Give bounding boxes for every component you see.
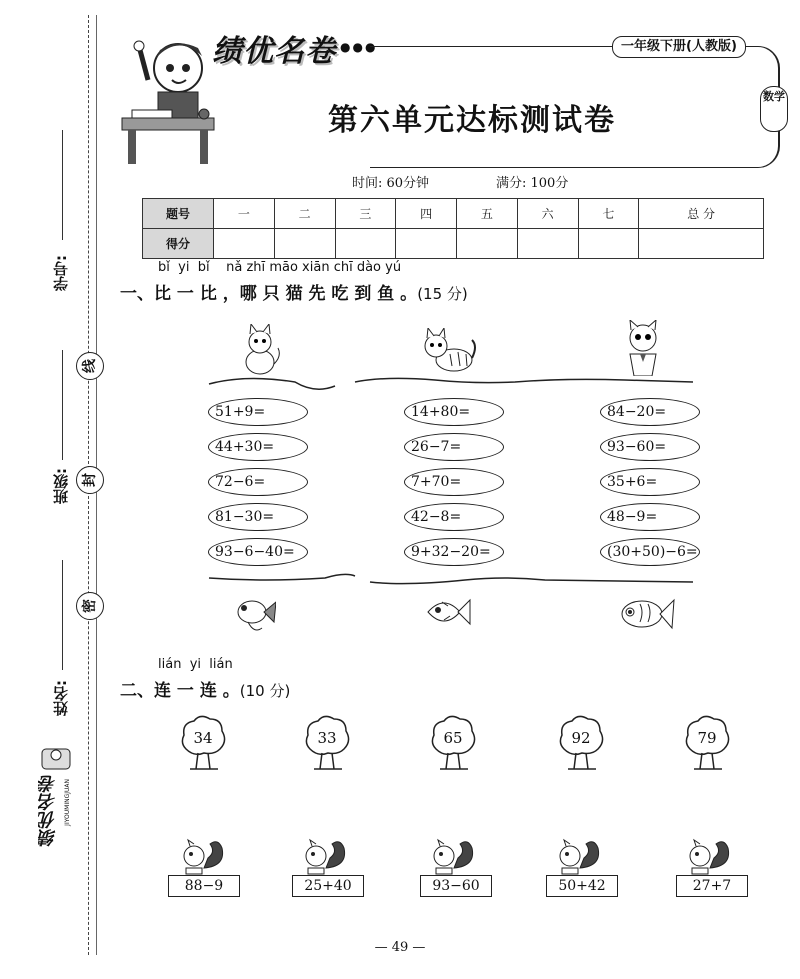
grade-tag: 一年级下册(人教版) xyxy=(612,36,746,58)
side-brand-logo xyxy=(36,745,82,865)
score-cell[interactable] xyxy=(214,229,275,259)
side-brand-pinyin: JIYOUMINGJUAN xyxy=(64,779,71,826)
pinyin: xiān xyxy=(302,260,330,275)
col-q3: 三 xyxy=(335,199,396,229)
score-table-header-row xyxy=(143,199,764,229)
name-fill-line xyxy=(62,560,63,670)
score-cell[interactable] xyxy=(639,229,764,259)
pinyin: zhī xyxy=(246,260,266,275)
col-total: 总 分 xyxy=(639,199,764,229)
expr-3-3: 35+6= xyxy=(600,468,700,496)
pinyin: yú xyxy=(385,260,402,275)
row-label-question-no: 题号 xyxy=(143,199,214,229)
expr-2-1: 14+80= xyxy=(404,398,504,426)
col-q2: 二 xyxy=(274,199,335,229)
squirrel-4-icon xyxy=(554,838,604,880)
brand-logo: 绩优名卷 xyxy=(212,34,336,69)
score-cell[interactable] xyxy=(396,229,457,259)
q1-title xyxy=(120,279,468,304)
tree-4 xyxy=(556,713,606,773)
expr-1-1: 51+9= xyxy=(208,398,308,426)
expr-2-2: 26−7= xyxy=(404,433,504,461)
student-at-desk-illustration xyxy=(118,20,218,170)
col-q6: 六 xyxy=(517,199,578,229)
expr-2-4: 42−8= xyxy=(404,503,504,531)
q1-title-text: 一、比 一 比 ，哪 只 猫 先 吃 到 鱼 。 xyxy=(120,284,418,304)
col-q4: 四 xyxy=(396,199,457,229)
class-label: 班级: xyxy=(52,468,70,504)
squirrel-5-icon xyxy=(684,838,734,880)
fish-3-icon xyxy=(618,592,676,638)
expr-box-5: 27+7 xyxy=(676,875,748,897)
pinyin: māo xyxy=(269,260,298,275)
score-cell[interactable] xyxy=(578,229,639,259)
score-table xyxy=(142,198,764,259)
squirrel-3-icon xyxy=(428,838,478,880)
expr-1-3: 72−6= xyxy=(208,468,308,496)
score-cell[interactable] xyxy=(457,229,518,259)
page-title: 第六单元达标测试卷 xyxy=(328,103,616,138)
tree-number: 92 xyxy=(571,729,591,747)
top-wave-line xyxy=(205,372,695,398)
expr-box-2: 25+40 xyxy=(292,875,364,897)
pinyin: yi xyxy=(189,657,202,672)
page-number: — 49 — xyxy=(374,940,426,955)
pinyin: bǐ xyxy=(197,260,210,275)
row-label-score: 得分 xyxy=(143,229,214,259)
pinyin: chī xyxy=(333,260,353,275)
expr-3-1: 84−20= xyxy=(600,398,700,426)
fish-1-icon xyxy=(234,592,276,638)
expr-3-4: 48−9= xyxy=(600,503,700,531)
class-fill-line xyxy=(62,350,63,460)
tree-5 xyxy=(682,713,732,773)
score-cell[interactable] xyxy=(517,229,578,259)
q1-pinyin xyxy=(158,260,401,275)
score-table-score-row xyxy=(143,229,764,259)
bottom-wave-line xyxy=(205,568,695,594)
student-no-fill-line xyxy=(62,130,63,240)
tree-3 xyxy=(428,713,478,773)
expr-1-4: 81−30= xyxy=(208,503,308,531)
squirrel-2-icon xyxy=(300,838,350,880)
pinyin: bǐ xyxy=(158,260,170,275)
expr-box-1: 88−9 xyxy=(168,875,240,897)
q1-points: (15 分) xyxy=(417,285,468,303)
expr-box-4: 50+42 xyxy=(546,875,618,897)
col-q7: 七 xyxy=(578,199,639,229)
q2-points: (10 分) xyxy=(239,682,291,700)
tree-1 xyxy=(178,713,228,773)
seal-xian: 线 xyxy=(76,352,104,380)
expr-2-3: 7+70= xyxy=(404,468,504,496)
pinyin: dào xyxy=(356,260,382,275)
expr-2-5: 9+32−20= xyxy=(404,538,504,566)
subject-tab: 数学 xyxy=(760,86,788,132)
q2-pinyin xyxy=(158,657,233,672)
pinyin: lián xyxy=(158,657,182,672)
fish-2-icon xyxy=(424,592,472,636)
col-q1: 一 xyxy=(214,199,275,229)
tree-number: 34 xyxy=(193,729,213,747)
pinyin: lián xyxy=(209,657,233,672)
expr-1-2: 44+30= xyxy=(208,433,308,461)
squirrel-1-icon xyxy=(178,838,228,880)
expr-3-5: (30+50)−6= xyxy=(600,538,700,566)
expr-3-2: 93−60= xyxy=(600,433,700,461)
name-label: 姓名: xyxy=(52,680,70,716)
student-no-label: 学号: xyxy=(52,255,70,291)
seal-mi: 密 xyxy=(76,592,104,620)
q2-title xyxy=(120,676,290,701)
time-limit: 时间: 60分钟 xyxy=(352,176,430,191)
col-q5: 五 xyxy=(457,199,518,229)
q2-title-text: 二、连 一 连 。 xyxy=(120,681,240,701)
score-cell[interactable] xyxy=(274,229,335,259)
expr-box-3: 93−60 xyxy=(420,875,492,897)
cat-3-icon xyxy=(620,320,666,380)
score-cell[interactable] xyxy=(335,229,396,259)
pinyin: yi xyxy=(178,260,190,275)
tree-number: 65 xyxy=(443,729,463,747)
seal-feng: 封 xyxy=(76,466,104,494)
full-score: 满分: 100分 xyxy=(496,176,569,191)
tree-number: 79 xyxy=(697,729,717,747)
brand-dots: ●●● xyxy=(340,40,378,54)
tree-number: 33 xyxy=(317,729,337,747)
tree-2 xyxy=(302,713,352,773)
side-brand-text: 绩优名卷 xyxy=(38,775,59,847)
expr-1-5: 93−6−40= xyxy=(208,538,308,566)
pinyin: nǎ xyxy=(226,260,243,275)
